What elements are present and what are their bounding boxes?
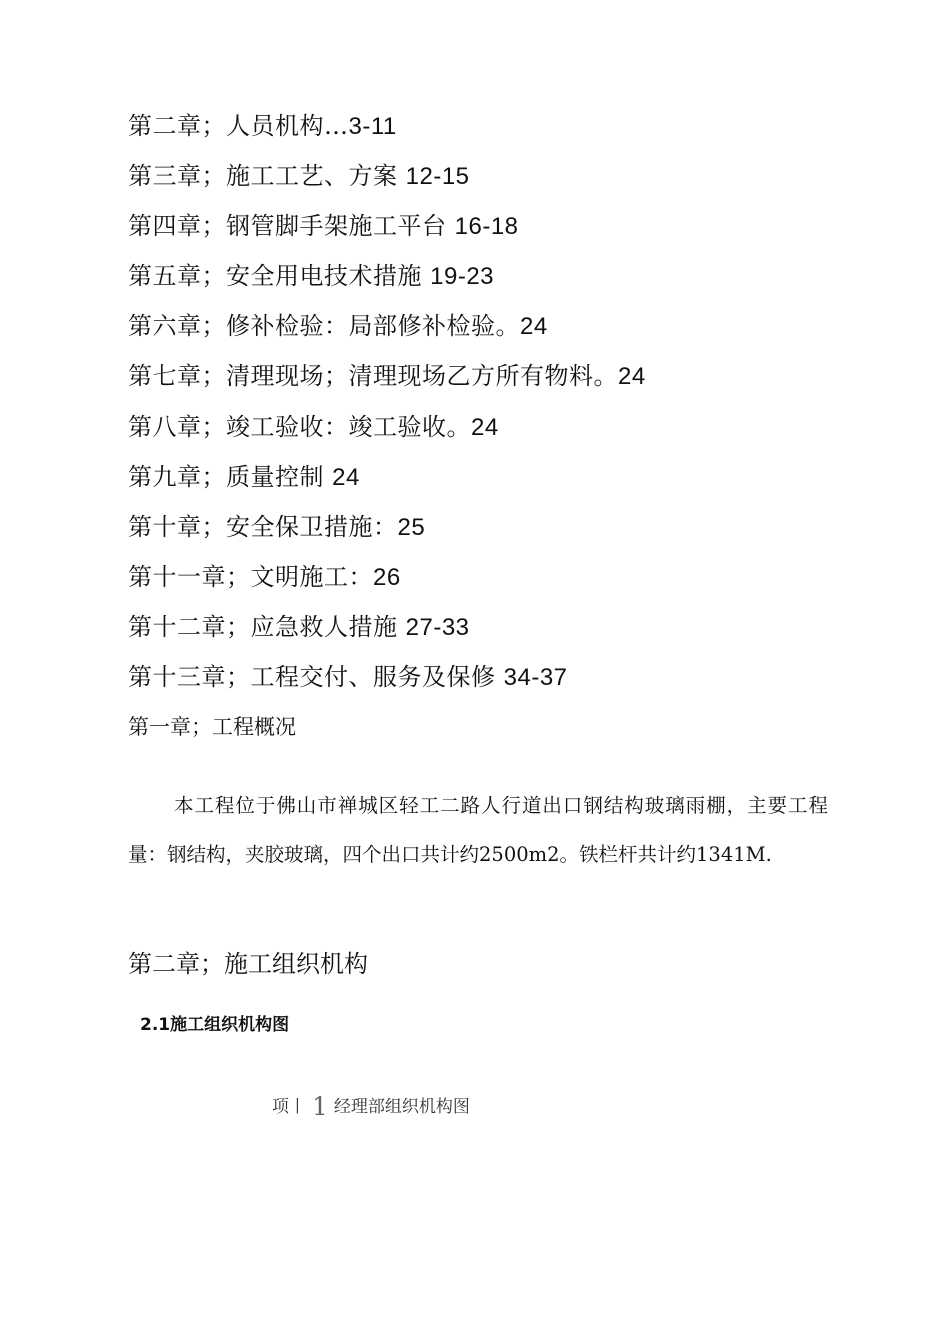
toc-item: 第八章；竣工验收：竣工验收。24: [128, 412, 499, 441]
toc-item: 第九章；质量控制 24: [128, 462, 360, 491]
figure-caption: 项丨 1 经理部组织机构图: [272, 1092, 470, 1121]
toc-item: 第十三章；工程交付、服务及保修 34-37: [128, 663, 568, 692]
chapter1-title: 第一章；工程概况: [128, 715, 296, 739]
section-heading: 2.1施工组织机构图: [140, 1015, 290, 1035]
toc-item: 第十二章；应急救人措施 27-33: [128, 612, 470, 641]
toc-item: 第五章；安全用电技术措施 19-23: [128, 262, 495, 291]
toc-item: 第十章；安全保卫措施：25: [128, 512, 426, 541]
toc-item: 第七章；清理现场；清理现场乙方所有物料。24: [128, 362, 646, 391]
toc-item: 第二章；人员机构…3-11: [128, 112, 397, 140]
toc-item: 第三章；施工工艺、方案 12-15: [128, 162, 470, 191]
chapter2-title: 第二章；施工组织机构: [128, 950, 368, 978]
toc-item: 第四章；钢管脚手架施工平台 16-18: [128, 212, 519, 241]
toc-item: 第十一章；文明施工：26: [128, 562, 401, 591]
toc-item: 第六章；修补检验：局部修补检验。24: [128, 312, 548, 341]
chapter1-body: 本工程位于佛山市禅城区轻工二路人行道出口钢结构玻璃雨棚，主要工程量：钢结构，夹胶玻璃，四个出口共计约2500m2。铁栏杆共计约1341M.: [128, 794, 828, 866]
table-of-contents: [128, 108, 888, 709]
